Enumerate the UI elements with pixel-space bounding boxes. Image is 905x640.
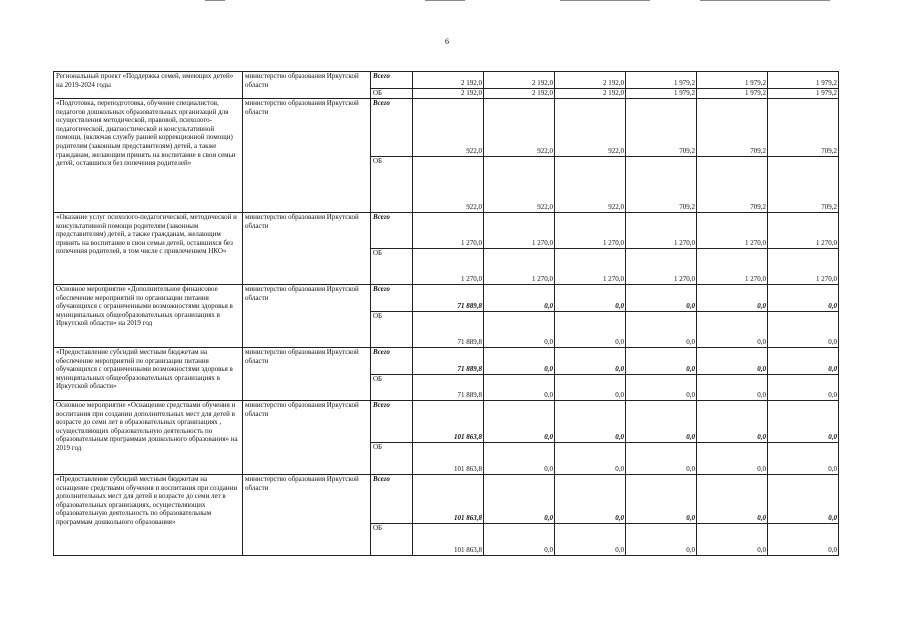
ob-value: 71 889,8 (413, 312, 484, 348)
total-value: 0,0 (555, 285, 626, 312)
ob-value: 1 270,0 (484, 249, 555, 285)
total-value: 71 889,8 (413, 348, 484, 375)
total-label: Всего (371, 72, 413, 89)
page-number: 6 (445, 37, 449, 46)
total-value: 1 270,0 (626, 213, 697, 249)
executor: министерство образования Иркутской области (243, 72, 371, 99)
ob-value: 922,0 (484, 157, 555, 213)
total-label: Всего (371, 401, 413, 443)
total-value: 0,0 (626, 401, 697, 443)
ob-value: 0,0 (484, 312, 555, 348)
executor: министерство образования Иркутской области (243, 348, 371, 401)
total-value: 1 270,0 (697, 213, 768, 249)
total-value: 0,0 (555, 401, 626, 443)
table-row (54, 285, 839, 312)
total-value: 0,0 (697, 401, 768, 443)
ob-label: ОБ (371, 312, 413, 348)
ob-value: 0,0 (555, 375, 626, 401)
ob-value: 0,0 (697, 375, 768, 401)
total-value: 0,0 (484, 401, 555, 443)
scan-artifact-line (205, 0, 225, 1)
ob-value: 0,0 (484, 375, 555, 401)
table-row (54, 213, 839, 249)
total-value: 0,0 (697, 475, 768, 524)
total-label: Всего (371, 99, 413, 157)
ob-label: ОБ (371, 157, 413, 213)
ob-value: 0,0 (768, 375, 839, 401)
ob-value: 1 270,0 (413, 249, 484, 285)
scan-artifact-line (560, 0, 650, 1)
total-value: 922,0 (413, 99, 484, 157)
total-value: 922,0 (484, 99, 555, 157)
ob-value: 1 270,0 (626, 249, 697, 285)
total-value: 0,0 (484, 475, 555, 524)
total-value: 2 192,0 (484, 72, 555, 89)
total-value: 0,0 (555, 475, 626, 524)
ob-value: 71 889,8 (413, 375, 484, 401)
total-value: 1 270,0 (484, 213, 555, 249)
ob-value: 0,0 (484, 443, 555, 475)
total-value: 0,0 (626, 475, 697, 524)
total-value: 709,2 (768, 99, 839, 157)
event-name: «Оказание услуг психолого-педагогической, методической и консультативной помощи родителям (законным представителям) детей, а также гражданам, желающим принять на воспитание в свои семьи детей, оставшихся без попечения родителей, в том числе с привлечением НКО» (54, 213, 243, 285)
total-value: 0,0 (484, 285, 555, 312)
ob-value: 1 270,0 (555, 249, 626, 285)
event-name: Региональный проект «Поддержка семей, имеющих детей» на 2019-2024 годы (54, 72, 243, 99)
executor: министерство образования Иркутской области (243, 213, 371, 285)
ob-value: 0,0 (555, 443, 626, 475)
event-name: «Предоставление субсидий местным бюджетам на оснащение средствами обучения и воспитания при создании дополнительных мест для детей в возрасте до семи лет в образовательных организациях, осуществляющих образовательную деятельность по образовательным программам дошкольного образования» (54, 475, 243, 556)
ob-label: ОБ (371, 443, 413, 475)
total-value: 1 979,2 (626, 72, 697, 89)
ob-value: 922,0 (555, 157, 626, 213)
ob-value: 0,0 (768, 312, 839, 348)
total-value: 0,0 (484, 348, 555, 375)
table-row (54, 99, 839, 157)
ob-value: 0,0 (626, 312, 697, 348)
executor: министерство образования Иркутской области (243, 285, 371, 348)
ob-value: 0,0 (626, 375, 697, 401)
ob-value: 1 979,2 (768, 89, 839, 99)
ob-value: 0,0 (626, 443, 697, 475)
total-value: 0,0 (555, 348, 626, 375)
table-row (54, 401, 839, 443)
total-label: Всего (371, 475, 413, 524)
ob-value: 1 979,2 (697, 89, 768, 99)
total-value: 1 270,0 (768, 213, 839, 249)
total-value: 2 192,0 (413, 72, 484, 89)
ob-value: 0,0 (697, 312, 768, 348)
total-value: 1 979,2 (768, 72, 839, 89)
ob-label: ОБ (371, 249, 413, 285)
executor: министерство образования Иркутской области (243, 99, 371, 213)
ob-value: 2 192,0 (484, 89, 555, 99)
total-label: Всего (371, 348, 413, 375)
ob-value: 0,0 (768, 443, 839, 475)
total-value: 2 192,0 (555, 72, 626, 89)
total-value: 0,0 (697, 285, 768, 312)
total-value: 0,0 (768, 401, 839, 443)
ob-value: 0,0 (697, 443, 768, 475)
table-row (54, 475, 839, 524)
total-label: Всего (371, 213, 413, 249)
ob-label: ОБ (371, 524, 413, 556)
ob-value: 0,0 (697, 524, 768, 556)
ob-value: 101 863,8 (413, 524, 484, 556)
total-value: 922,0 (555, 99, 626, 157)
total-value: 0,0 (626, 348, 697, 375)
total-value: 1 979,2 (697, 72, 768, 89)
ob-value: 1 270,0 (768, 249, 839, 285)
event-name: «Подготовка, переподготовка, обучение специалистов, педагогов дошкольных образовательных организаций для осуществления методической, правовой, психолого-педагогической, диагностической и консультативной помощи, (включая службу ранней коррекционной помощи) родителям (законным представителям) детей, а также гражданам, желающим принять на воспитание в свои семьи детей, оставшихся без попечения родителей» (54, 99, 243, 213)
total-value: 0,0 (626, 285, 697, 312)
scan-artifact-line (425, 0, 465, 1)
ob-value: 2 192,0 (555, 89, 626, 99)
total-value: 1 270,0 (413, 213, 484, 249)
ob-value: 0,0 (626, 524, 697, 556)
ob-value: 709,2 (697, 157, 768, 213)
ob-value: 1 270,0 (697, 249, 768, 285)
total-value: 0,0 (768, 285, 839, 312)
ob-value: 0,0 (555, 524, 626, 556)
executor: министерство образования Иркутской области (243, 401, 371, 475)
ob-value: 101 863,8 (413, 443, 484, 475)
executor: министерство образования Иркутской области (243, 475, 371, 556)
budget-table (53, 71, 839, 556)
ob-value: 709,2 (768, 157, 839, 213)
total-value: 101 863,8 (413, 401, 484, 443)
total-label: Всего (371, 285, 413, 312)
ob-value: 922,0 (413, 157, 484, 213)
total-value: 709,2 (626, 99, 697, 157)
table-row (54, 348, 839, 375)
ob-value: 0,0 (555, 312, 626, 348)
event-name: Основное мероприятие «Оснащение средствами обучения и воспитания при создании дополнительных мест для детей в возрасте до семи лет в образовательных организациях , осуществляющих образовательную деятельность по образовательным программам дошкольного образования» на 2019 год (54, 401, 243, 475)
ob-value: 0,0 (484, 524, 555, 556)
event-name: Основное мероприятие «Дополнительное финансовое обеспечение мероприятий по организации питания обучающихся с ограниченными возможностями здоровья в муниципальных общеобразовательных организациях в Иркутской области» на 2019 год (54, 285, 243, 348)
ob-value: 0,0 (768, 524, 839, 556)
total-value: 101 863,8 (413, 475, 484, 524)
ob-value: 1 979,2 (626, 89, 697, 99)
ob-label: ОБ (371, 89, 413, 99)
total-value: 709,2 (697, 99, 768, 157)
ob-value: 709,2 (626, 157, 697, 213)
ob-label: ОБ (371, 375, 413, 401)
table-row (54, 72, 839, 89)
total-value: 1 270,0 (555, 213, 626, 249)
event-name: «Предоставление субсидий местным бюджетам на обеспечение мероприятий по организации питания обучающихся с ограниченными возможностями здоровья в муниципальных общеобразовательных организациях в Иркутской области» (54, 348, 243, 401)
total-value: 71 889,8 (413, 285, 484, 312)
total-value: 0,0 (768, 348, 839, 375)
total-value: 0,0 (697, 348, 768, 375)
scan-artifact-line (700, 0, 830, 1)
total-value: 0,0 (768, 475, 839, 524)
budget-table-body (54, 72, 839, 556)
ob-value: 2 192,0 (413, 89, 484, 99)
